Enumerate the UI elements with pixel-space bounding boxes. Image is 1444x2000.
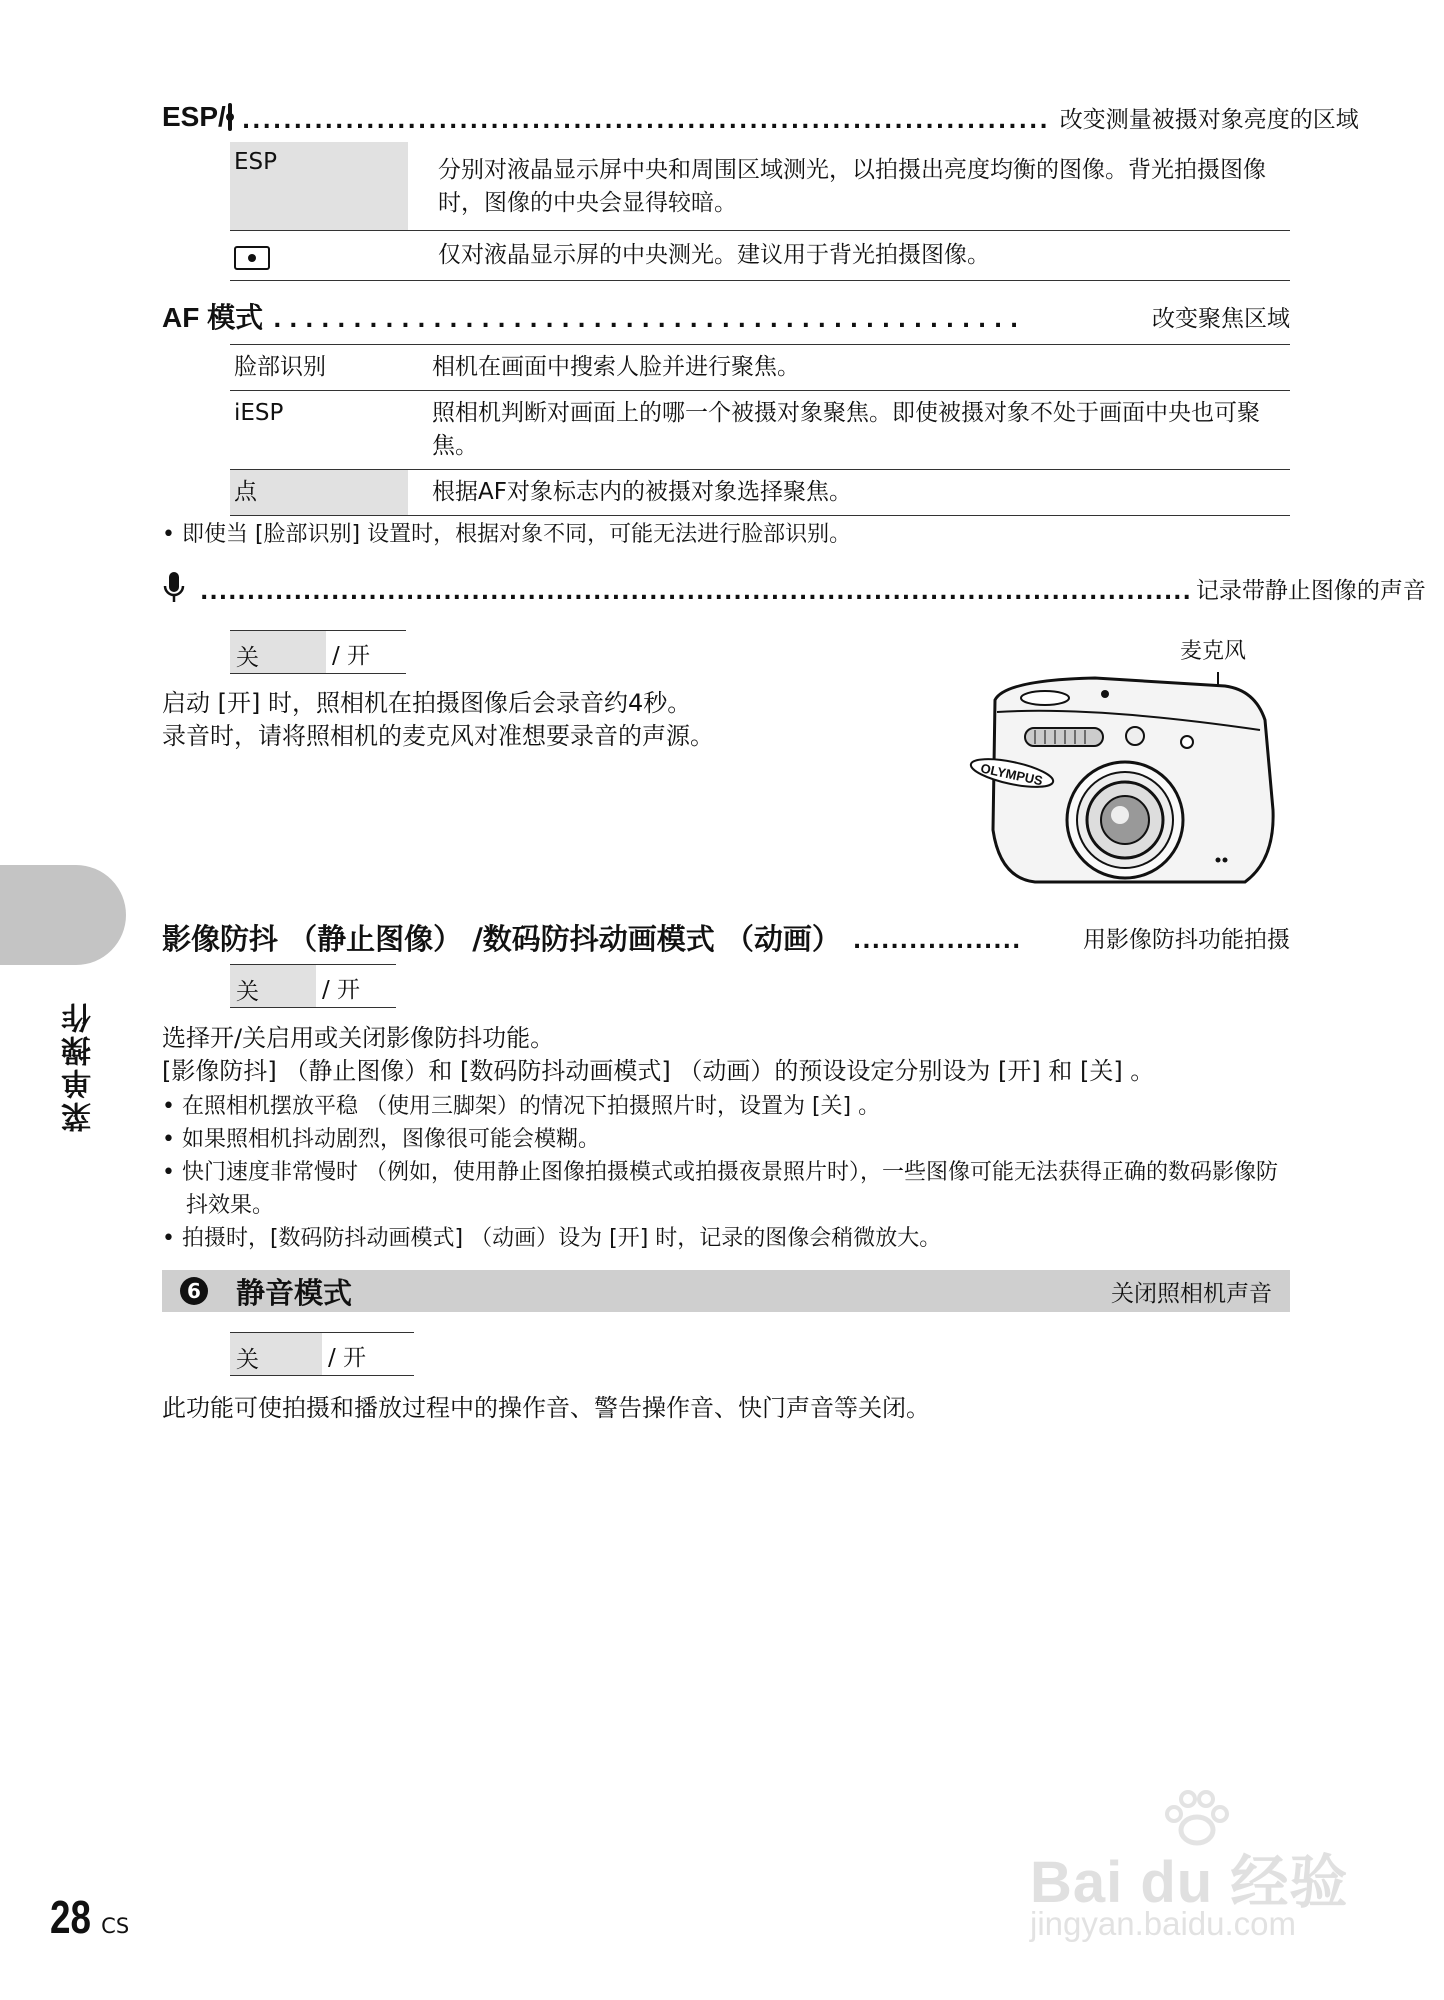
- spot-key: [230, 231, 408, 281]
- af-text: 相机在画面中搜索人脸并进行聚焦。: [432, 354, 800, 380]
- af-title: AF 模式: [162, 302, 264, 333]
- af-text: 根据AF对象标志内的被摄对象选择聚焦。: [432, 479, 852, 505]
- list-item: • 拍摄时，[数码防抖动画模式] （动画）设为 [开] 时，记录的图像会稍微放大。: [162, 1226, 942, 1251]
- leader-dots: . . . . . . . . . . . . . . . . . . . . . . . . . . . . . . . . . . . . . . . . . . . . . . .: [273, 308, 1019, 333]
- camera-brand: OLYMPUS: [979, 760, 1045, 789]
- spot-meter-icon: [234, 246, 270, 270]
- af-header: [162, 296, 1290, 336]
- af-key: 点: [230, 470, 408, 516]
- spot-meter-icon: [228, 103, 232, 131]
- mic-label: 麦克风: [1180, 639, 1247, 664]
- voice-line-2: 录音时，请将照相机的麦克风对准想要录音的声源。: [162, 722, 714, 750]
- leader-dots: ..............................................................................: [241, 109, 1050, 134]
- leader-dots: ..........................................................................................................: [200, 580, 1192, 605]
- watermark-url: jingyan.baidu.com: [1030, 1905, 1296, 1942]
- option-on[interactable]: / 开: [328, 1345, 367, 1371]
- list-item: • 如果照相机抖动剧烈，图像很可能会模糊。: [162, 1127, 600, 1152]
- side-tab: [0, 865, 126, 965]
- af-key: iESP: [234, 400, 284, 426]
- stab-option[interactable]: [230, 964, 396, 1008]
- af-table: [230, 344, 1290, 516]
- esp-title: ESP/: [162, 101, 226, 132]
- af-desc: 改变聚焦区域: [1152, 305, 1290, 332]
- af-key: 脸部识别: [234, 354, 326, 380]
- spot-text: 仅对液晶显示屏的中央测光。建议用于背光拍摄图像。: [438, 242, 990, 268]
- table-row: [230, 231, 1290, 281]
- stab-title: 影像防抖 （静止图像） /数码防抖动画模式 （动画）: [162, 921, 841, 956]
- list-item: • 快门速度非常慢时 （例如，使用静止图像拍摄模式或拍摄夜景照片时），一些图像可能无法获得正确的数码影像防抖效果。: [162, 1160, 1278, 1218]
- voice-option[interactable]: [230, 630, 406, 674]
- option-on[interactable]: / 开: [322, 977, 361, 1003]
- silent-number: 6: [187, 1279, 201, 1303]
- stab-desc: 用影像防抖功能拍摄: [1083, 926, 1290, 953]
- esp-text: 分别对液晶显示屏中央和周围区域测光，以拍摄出亮度均衡的图像。背光拍摄图像时，图像的中央会显得较暗。: [438, 157, 1266, 216]
- silent-header: [162, 1270, 1290, 1312]
- watermark-logo: Bai du 经验: [1030, 1850, 1349, 1915]
- silent-option[interactable]: [230, 1332, 414, 1376]
- silent-number-badge: [180, 1277, 208, 1305]
- list-item: • 在照相机摆放平稳 （使用三脚架）的情况下拍摄照片时，设置为 [关] 。: [162, 1094, 881, 1119]
- option-off[interactable]: 关: [230, 1333, 322, 1375]
- silent-title: 静音模式: [236, 1275, 353, 1310]
- table-row: [230, 345, 1290, 391]
- paw-icon: [1160, 1790, 1234, 1850]
- stab-line-2: [影像防抖] （静止图像）和 [数码防抖动画模式] （动画）的预设设定分别设为 [开] 和 [关] 。: [162, 1057, 1155, 1085]
- page-num: 28: [50, 1891, 91, 1943]
- voice-desc: 记录带静止图像的声音: [1195, 577, 1426, 604]
- option-on[interactable]: / 开: [332, 643, 371, 669]
- esp-table: [230, 142, 1290, 281]
- voice-header: [162, 568, 1426, 608]
- camera-illustration: [975, 660, 1285, 900]
- leader-dots: ..................: [852, 929, 1022, 954]
- stab-header: [162, 917, 1290, 957]
- option-off[interactable]: 关: [230, 965, 316, 1007]
- stab-line-1: 选择开/关启用或关闭影像防抖功能。: [162, 1024, 555, 1052]
- page-number: [50, 1890, 129, 1944]
- esp-desc: 改变测量被摄对象亮度的区域: [1059, 106, 1359, 133]
- table-row: [230, 470, 1290, 516]
- page-lang: CS: [101, 1914, 130, 1938]
- microphone-icon: [162, 571, 186, 605]
- option-off[interactable]: 关: [230, 631, 326, 673]
- side-tab-label: 菜单操作: [62, 1000, 97, 1132]
- af-text: 照相机判断对画面上的哪一个被摄对象聚焦。即使被摄对象不处于画面中央也可聚焦。: [432, 400, 1260, 459]
- esp-key: ESP: [230, 142, 408, 231]
- silent-desc: 关闭照相机声音: [1111, 1280, 1272, 1307]
- esp-header: [162, 97, 1359, 137]
- voice-line-1: 启动 [开] 时，照相机在拍摄图像后会录音约4秒。: [162, 689, 692, 717]
- stab-bullets: [162, 1090, 1292, 1255]
- af-note: • 即使当 [脸部识别] 设置时，根据对象不同，可能无法进行脸部识别。: [162, 522, 852, 547]
- table-row: [230, 142, 1290, 231]
- silent-text: 此功能可使拍摄和播放过程中的操作音、警告操作音、快门声音等关闭。: [162, 1394, 930, 1422]
- table-row: [230, 391, 1290, 470]
